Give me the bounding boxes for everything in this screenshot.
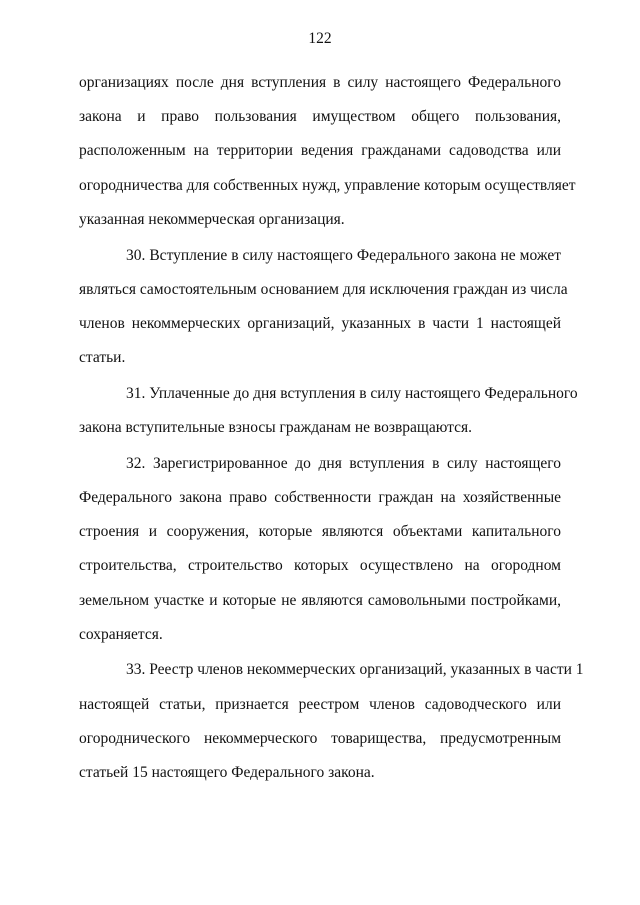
document-body	[79, 66, 584, 792]
text-line: статьей 15 настоящего Федерального закона.	[79, 764, 375, 782]
paragraph-32	[79, 447, 561, 652]
paragraph-31	[79, 377, 578, 445]
text-line: 32. Зарегистрированное до дня вступления в силу настоящего	[126, 454, 561, 472]
paragraph-29-tail	[79, 66, 576, 237]
text-line: расположенным на территории ведения гражданами садоводства или	[79, 142, 561, 160]
text-line: являться самостоятельным основанием для исключения граждан из числа	[79, 280, 568, 298]
text-line: закона и право пользования имуществом общего пользования,	[79, 108, 561, 126]
text-line: Федерального закона право собственности граждан на хозяйственные	[79, 488, 561, 506]
paragraph-30	[79, 239, 568, 376]
text-line: настоящей статьи, признается реестром членов садоводческого или	[79, 695, 561, 713]
text-line: членов некоммерческих организаций, указанных в части 1 настоящей	[79, 314, 561, 332]
text-line: земельном участке и которые не являются самовольными постройками,	[79, 591, 561, 609]
text-line: организациях после дня вступления в силу настоящего Федерального	[79, 74, 561, 91]
text-line: закона вступительные взносы гражданам не возвращаются.	[79, 419, 472, 437]
text-line: строения и сооружения, которые являются объектами капитального	[79, 523, 561, 541]
text-line: огороднического некоммерческого товарищества, предусмотренным	[79, 729, 561, 747]
text-line: указанная некоммерческая организация.	[79, 210, 345, 228]
text-line: 33. Реестр членов некоммерческих организаций, указанных в части 1	[126, 661, 584, 679]
text-line: сохраняется.	[79, 625, 163, 643]
text-line: 31. Уплаченные до дня вступления в силу настоящего Федерального	[126, 384, 578, 402]
text-line: огородничества для собственных нужд, управление которым осуществляет	[79, 176, 576, 194]
text-line: 30. Вступление в силу настоящего Федерального закона не может	[126, 246, 561, 264]
page-number: 122	[308, 30, 332, 47]
text-line: строительства, строительство которых осуществлено на огородном	[79, 557, 561, 575]
text-line: статьи.	[79, 349, 126, 367]
paragraph-33	[79, 653, 584, 790]
